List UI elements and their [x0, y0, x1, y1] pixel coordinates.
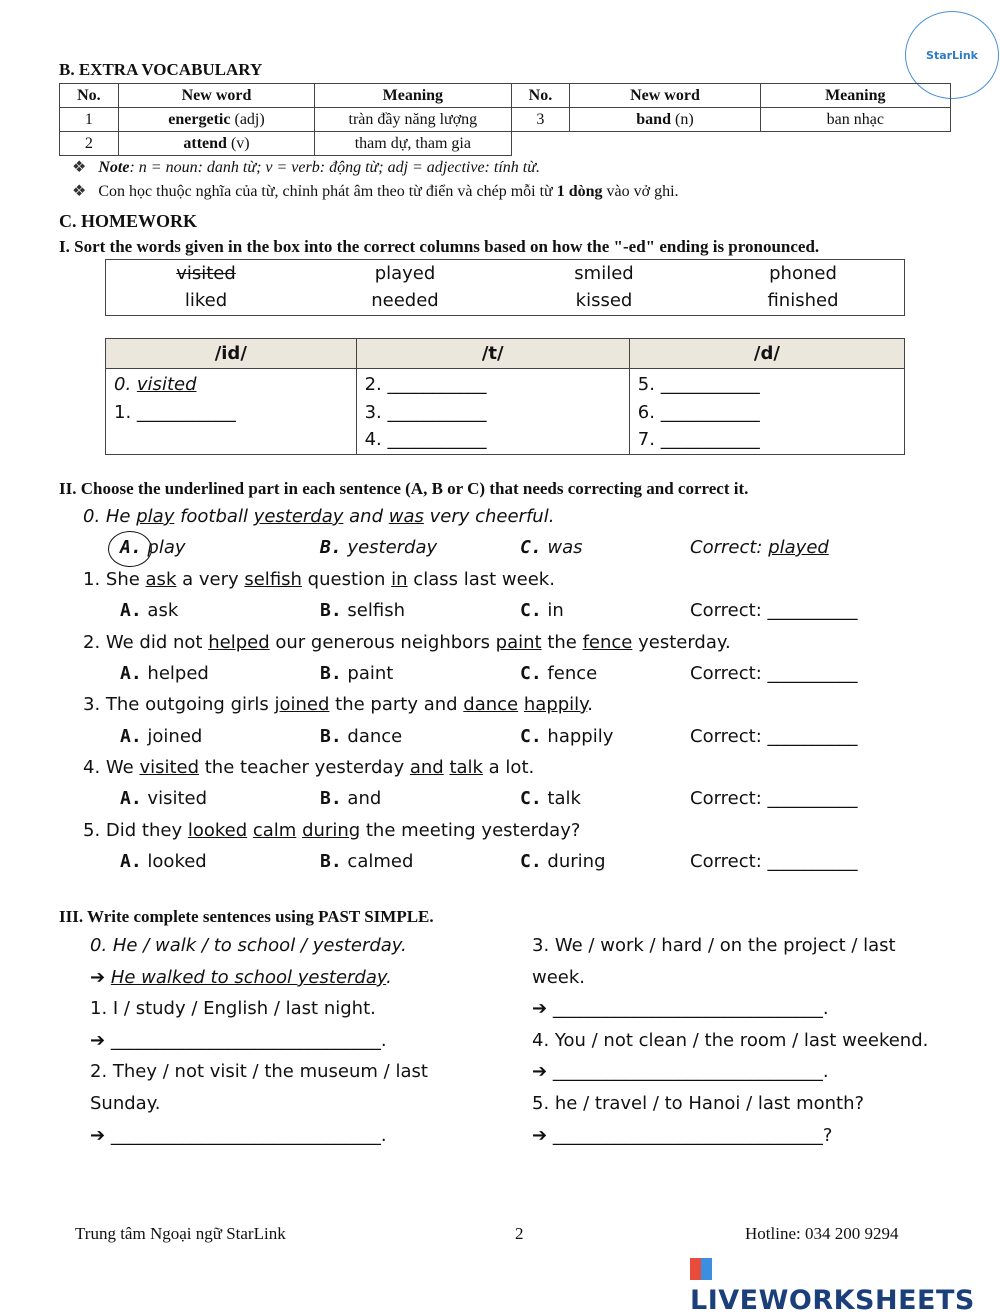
option-a[interactable]: A. ask: [120, 600, 179, 621]
diamond-bullet-icon: ❖: [72, 159, 87, 176]
word-box-item: smiled: [574, 263, 634, 284]
vocab-row: [60, 132, 951, 156]
section2-title: II. Choose the underlined part in each sentence (A, B or C) that needs correcting and correct it.: [59, 479, 749, 498]
answer-blank[interactable]: 2. ___________: [364, 374, 487, 395]
diamond-bullet-icon: ❖: [72, 183, 87, 200]
answer-blank[interactable]: 4. ___________: [364, 429, 487, 450]
arrow-icon: ➔: [532, 998, 548, 1019]
option-c[interactable]: C. fence: [520, 663, 598, 684]
vocab-title: B. EXTRA VOCABULARY: [59, 60, 263, 79]
word-box-item: visited: [176, 263, 236, 284]
question-sentence: 3. The outgoing girls joined the party and dance happily.: [83, 694, 593, 715]
correct-field[interactable]: Correct: __________: [690, 851, 858, 872]
word-box-item: phoned: [769, 263, 837, 284]
prompt: 3. We / work / hard / on the project / last: [532, 935, 896, 956]
answer-line[interactable]: ➔ ______________________________.: [90, 1125, 387, 1146]
section3-title: III. Write complete sentences using PAST SIMPLE.: [59, 907, 434, 926]
empty-cell: [511, 132, 570, 156]
vocab-header-meaning: Meaning: [760, 84, 950, 108]
vocab-header-meaning: Meaning: [315, 84, 511, 108]
page-number: 2: [515, 1224, 524, 1243]
example-sentence: 0. He play football yesterday and was very cheerful.: [83, 506, 555, 527]
vocab-table: [59, 83, 951, 156]
answer-blank[interactable]: 7. ___________: [637, 429, 760, 450]
word-box-item: played: [374, 263, 436, 284]
empty-cell: [570, 132, 760, 156]
vocab-word: attend (v): [118, 132, 314, 156]
vocab-header-no: No.: [60, 84, 119, 108]
liveworksheets-logo[interactable]: LIVEWORKSHEETS: [690, 1254, 1000, 1316]
question-sentence: 4. We visited the teacher yesterday and talk a lot.: [83, 757, 535, 778]
prompt: 4. You / not clean / the room / last weekend.: [532, 1030, 929, 1051]
answer-line[interactable]: ➔ ______________________________.: [532, 1061, 829, 1082]
note-line: ❖ Note: n = noun: danh từ; v = verb: động từ; adj = adjective: tính từ.: [72, 159, 540, 176]
option-b[interactable]: B. calmed: [320, 851, 414, 872]
empty-cell: [760, 132, 950, 156]
option-b[interactable]: B. dance: [320, 726, 403, 747]
vocab-row: [60, 108, 951, 132]
correct-field[interactable]: Correct: __________: [690, 600, 858, 621]
vocab-no: 1: [60, 108, 119, 132]
word-box-item: finished: [767, 290, 839, 311]
arrow-icon: ➔: [532, 1125, 548, 1146]
arrow-icon: ➔: [90, 967, 106, 988]
option-c[interactable]: C. talk: [520, 788, 581, 809]
correct-field[interactable]: Correct: __________: [690, 726, 858, 747]
vocab-header-no: No.: [511, 84, 570, 108]
sort-header-d: /d/: [629, 339, 904, 369]
prompt-continued: week.: [532, 967, 586, 988]
answer-blank[interactable]: 5. ___________: [637, 374, 760, 395]
sort-column-id: [106, 369, 357, 455]
question-sentence: 5. Did they looked calm during the meeting yesterday?: [83, 820, 581, 841]
footer-center-name: Trung tâm Ngoại ngữ StarLink: [75, 1224, 286, 1243]
vocab-meaning: ban nhạc: [760, 108, 950, 132]
question-sentence: 2. We did not helped our generous neighbors paint the fence yesterday.: [83, 632, 731, 653]
word-box-item: needed: [371, 290, 439, 311]
sort-column-d: [629, 369, 904, 455]
word-box-item: kissed: [575, 290, 633, 311]
option-b[interactable]: B. selfish: [320, 600, 405, 621]
option-c[interactable]: C. in: [520, 600, 564, 621]
example-answer: ➔ He walked to school yesterday.: [90, 967, 392, 988]
answer-line[interactable]: ➔ ______________________________?: [532, 1125, 833, 1146]
option-a[interactable]: A. looked: [120, 851, 207, 872]
liveworksheets-icon: [690, 1258, 712, 1280]
vocab-meaning: tham dự, tham gia: [315, 132, 511, 156]
example-option-c: C. was: [520, 537, 583, 558]
word-box-item: liked: [184, 290, 228, 311]
arrow-icon: ➔: [90, 1030, 106, 1051]
sort-table: [105, 338, 905, 455]
answer-blank[interactable]: 1. ___________: [114, 401, 236, 423]
example-correct: Correct: played: [690, 537, 829, 558]
vocab-header-word: New word: [570, 84, 760, 108]
answer-blank[interactable]: 6. ___________: [637, 401, 760, 423]
arrow-icon: ➔: [90, 1125, 106, 1146]
correct-field[interactable]: Correct: __________: [690, 663, 858, 684]
prompt: 2. They / not visit / the museum / last: [90, 1061, 428, 1082]
vocab-word: band (n): [570, 108, 760, 132]
vocab-meaning: tràn đầy năng lượng: [315, 108, 511, 132]
option-b[interactable]: B. and: [320, 788, 382, 809]
sort-header-t: /t/: [356, 339, 629, 369]
option-c[interactable]: C. during: [520, 851, 606, 872]
arrow-icon: ➔: [532, 1061, 548, 1082]
prompt: 5. he / travel / to Hanoi / last month?: [532, 1093, 865, 1114]
vocab-no: 3: [511, 108, 570, 132]
example-prompt: 0. He / walk / to school / yesterday.: [90, 935, 407, 956]
vocab-header-word: New word: [118, 84, 314, 108]
section1-title: I. Sort the words given in the box into the correct columns based on how the "-ed" ending is pronounced.: [59, 237, 820, 256]
prompt: 1. I / study / English / last night.: [90, 998, 376, 1019]
option-a[interactable]: A. helped: [120, 663, 209, 684]
option-c[interactable]: C. happily: [520, 726, 614, 747]
sort-header-id: /id/: [106, 339, 357, 369]
example-option-a: A. play: [120, 537, 186, 558]
answer-blank[interactable]: 3. ___________: [364, 401, 487, 423]
starlink-logo: StarLink: [905, 11, 999, 99]
vocab-word: energetic (adj): [118, 108, 314, 132]
option-b[interactable]: B. paint: [320, 663, 394, 684]
vocab-no: 2: [60, 132, 119, 156]
sort-example: 0. visited: [114, 374, 197, 395]
correct-field[interactable]: Correct: __________: [690, 788, 858, 809]
instruction-line: ❖ Con học thuộc nghĩa của từ, chỉnh phát âm theo từ điển và chép mỗi từ 1 dòng vào vở ghi.: [72, 183, 679, 200]
option-a[interactable]: A. visited: [120, 788, 208, 809]
answer-line[interactable]: ➔ ______________________________.: [90, 1030, 387, 1051]
footer-hotline: Hotline: 034 200 9294: [745, 1224, 899, 1243]
sort-column-t: [356, 369, 629, 455]
option-a[interactable]: A. joined: [120, 726, 203, 747]
example-option-b: B. yesterday: [320, 537, 438, 558]
question-sentence: 1. She ask a very selfish question in class last week.: [83, 569, 555, 590]
word-box: [105, 259, 905, 316]
prompt-continued: Sunday.: [90, 1093, 161, 1114]
homework-title: C. HOMEWORK: [59, 211, 197, 231]
answer-line[interactable]: ➔ ______________________________.: [532, 998, 829, 1019]
